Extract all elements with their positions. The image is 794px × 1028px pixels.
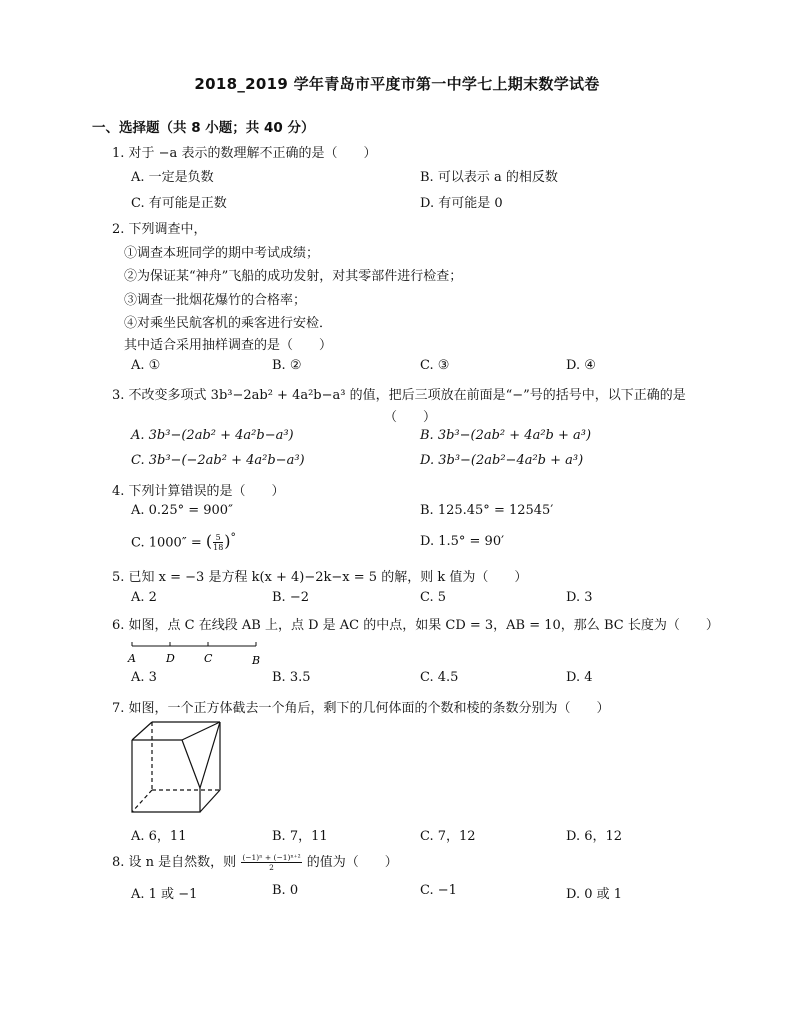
- q8-option-c: C. −1: [420, 883, 457, 898]
- q4-option-a: A. 0.25° = 900″: [131, 503, 233, 518]
- cube-top-left: [132, 722, 152, 740]
- q4-option-c: C. 1000″ = ( $\frac{5}{18}$ )°: [131, 531, 236, 553]
- q2-item-1: ①调查本班同学的期中考试成绩；: [124, 246, 320, 261]
- q1-option-b: B. 可以表示 a 的相反数: [420, 170, 558, 185]
- q2-option-b: B. ②: [272, 358, 302, 373]
- q4-option-c-fraction: [213, 533, 223, 552]
- q2-option-a: A. ①: [131, 358, 161, 373]
- q4-option-d: D. 1.5° = 90′: [420, 534, 505, 549]
- q8-frac-num: (−1)ⁿ + (−1)ⁿ⁺²: [242, 853, 301, 862]
- q4-frac-den: 18: [213, 543, 224, 553]
- q7-option-b: B. 7，11: [272, 829, 328, 844]
- question-3-stem: 3. 不改变多项式 3b³−2ab² + 4a²b−a³ 的值，把后三项放在前面是“−”号的括号中，以下正确的是: [112, 388, 686, 403]
- q8-stem-post: 的值为（ ）: [306, 855, 398, 870]
- q2-option-c: C. ③: [420, 358, 450, 373]
- question-2-stem: 2. 下列调查中，: [112, 222, 207, 237]
- q5-option-b: B. −2: [272, 590, 309, 605]
- q2-item-2: ②为保证某“神舟”飞船的成功发射，对其零部件进行检查；: [124, 269, 463, 284]
- q3-option-b: B. 3b³−(2ab² + 4a²b + a³): [420, 428, 592, 443]
- q7-cube-figure: [128, 718, 228, 818]
- q7-option-d: D. 6，12: [566, 829, 623, 844]
- q6-segment-figure: [124, 640, 264, 668]
- cut-edge-3: [200, 722, 220, 788]
- q3-stem-cont: （ ）: [384, 410, 437, 425]
- q2-ask: 其中适合采用抽样调查的是（ ）: [124, 338, 333, 353]
- q4-option-c-text: C. 1000″ =: [131, 535, 206, 551]
- cut-edge-1: [182, 722, 220, 740]
- q1-option-c: C. 有可能是正数: [131, 196, 227, 211]
- label-c: C: [204, 652, 213, 665]
- question-5-stem: 5. 已知 x = −3 是方程 k(x + 4)−2k−x = 5 的解，则 k 值为（ ）: [112, 570, 528, 585]
- label-b: B: [252, 654, 261, 667]
- q8-option-b: B. 0: [272, 883, 299, 898]
- q6-option-a: A. 3: [131, 670, 157, 685]
- q8-fraction: [241, 853, 301, 872]
- question-4-stem: 4. 下列计算错误的是（ ）: [112, 484, 285, 499]
- q4-option-b: B. 125.45° = 12545′: [420, 503, 554, 518]
- q6-option-c: C. 4.5: [420, 670, 459, 685]
- cut-edge-2: [182, 740, 200, 788]
- q5-option-a: A. 2: [131, 590, 157, 605]
- q4-frac-degree: °: [230, 531, 236, 544]
- q3-option-c: C. 3b³−(−2ab² + 4a²b−a³): [131, 453, 305, 468]
- q1-option-d: D. 有可能是 0: [420, 196, 503, 211]
- label-a: A: [128, 652, 136, 665]
- q3-option-a: A. 3b³−(2ab² + 4a²b−a³): [131, 428, 294, 443]
- q7-option-a: A. 6，11: [131, 829, 187, 844]
- q8-frac-den: 2: [269, 863, 274, 872]
- q8-stem-pre: 8. 设 n 是自然数，则: [112, 855, 237, 870]
- question-6-stem: 6. 如图，点 C 在线段 AB 上，点 D 是 AC 的中点，如果 CD = 3，AB = 10，那么 BC 长度为（ ）: [112, 618, 719, 633]
- cube-right-bottom: [200, 790, 220, 812]
- q2-option-d: D. ④: [566, 358, 596, 373]
- label-d: D: [166, 652, 175, 665]
- question-1-stem: 1. 对于 −a 表示的数理解不正确的是（ ）: [112, 146, 377, 161]
- q7-option-c: C. 7，12: [420, 829, 476, 844]
- q8-option-a: A. 1 或 −1: [131, 887, 198, 902]
- q3-option-d: D. 3b³−(2ab²−4a²b + a³): [420, 453, 584, 468]
- q2-item-3: ③调查一批烟花爆竹的合格率；: [124, 293, 307, 308]
- q8-option-d: D. 0 或 1: [566, 887, 623, 902]
- q1-option-a: A. 一定是负数: [131, 170, 214, 185]
- hidden-edge-diagonal: [132, 790, 152, 812]
- q2-item-4: ④对乘坐民航客机的乘客进行安检．: [124, 316, 333, 331]
- page-title: 2018_2019 学年青岛市平度市第一中学七上期末数学试卷: [194, 75, 600, 93]
- q5-option-d: D. 3: [566, 590, 593, 605]
- question-8-stem: [112, 851, 398, 872]
- question-7-stem: 7. 如图，一个正方体截去一个角后，剩下的几何体面的个数和棱的条数分别为（ ）: [112, 701, 610, 716]
- q6-option-d: D. 4: [566, 670, 593, 685]
- section-heading: 一、选择题（共 8 小题；共 40 分）: [92, 120, 315, 136]
- q6-option-b: B. 3.5: [272, 670, 311, 685]
- q5-option-c: C. 5: [420, 590, 447, 605]
- q4-frac-num: 5: [213, 533, 223, 543]
